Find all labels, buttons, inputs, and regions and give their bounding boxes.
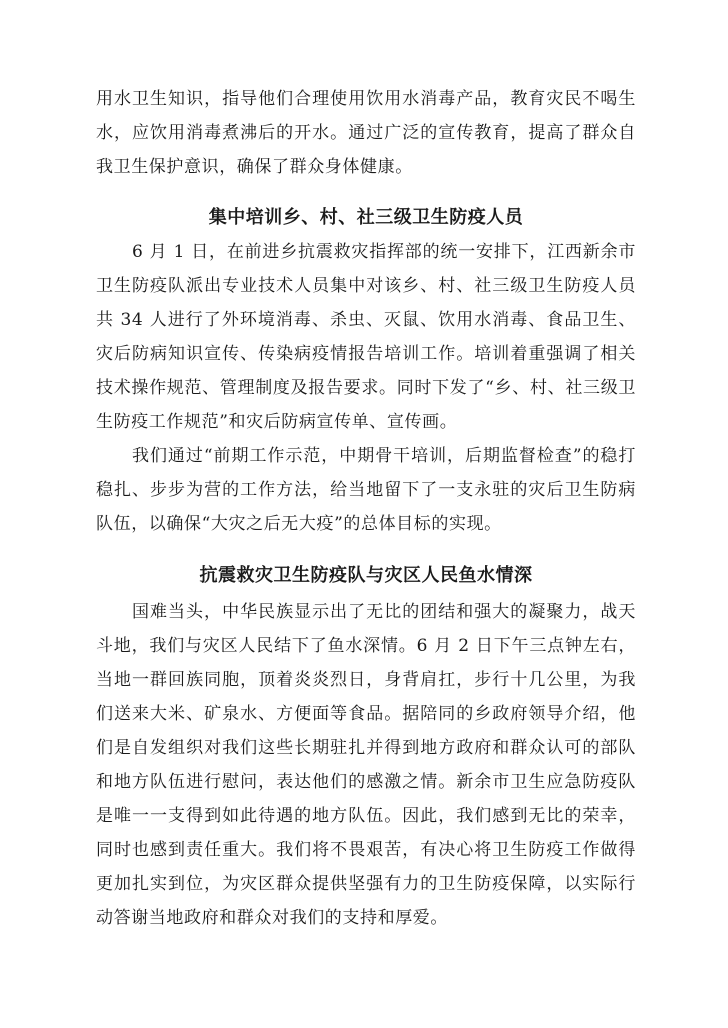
relationship-paragraph: 国难当头，中华民族显示出了无比的团结和强大的凝聚力，战天斗地，我们与灾区人民结下了鱼水深情。6 月 2 日下午三点钟左右，当地一群回族同胞，顶着炎炎烈日，身背肩扛，步行十几公里，为我们送来大米、矿泉水、方便面等食品。据陪同的乡政府领导介绍，他们是自发组织对我们这些长期驻扎并得到地方政府和群众认可的部队和地方队伍进行慰问，表达他们的感激之情。新余市卫生应急防疫队是唯一一支得到如此待遇的地方队伍。因此，我们感到无比的荣幸，同时也感到责任重大。我们将不畏艰苦，有决心将卫生防疫工作做得更加扎实到位，为灾区群众提供坚强有力的卫生防疫保障，以实际行动答谢当地政府和群众对我们的支持和厚爱。 xyxy=(96,602,636,928)
training-paragraph: 6 月 1 日，在前进乡抗震救灾指挥部的统一安排下，江西新余市卫生防疫队派出专业技术人员集中对该乡、村、社三级卫生防疫人员共 34 人进行了外环境消毒、杀虫、灭鼠、饮用水消毒、食品卫生、灾后防病知识宣传、传染病疫情报告培训工作。培训着重强调了相关技术操作规范、管理制度及报告要求。同时下发了“乡、村、社三级卫生防疫工作规范”和灾后防病宣传单、宣传画。 xyxy=(96,242,636,432)
method-paragraph: 我们通过“前期工作示范，中期骨干培训，后期监督检查”的稳打稳扎、步步为营的工作方法，给当地留下了一支永驻的灾后卫生防病队伍，以确保“大灾之后无大疫”的总体目标的实现。 xyxy=(96,446,636,534)
section-heading-relationship: 抗震救灾卫生防疫队与灾区人民鱼水情深 xyxy=(199,565,533,586)
intro-paragraph: 用水卫生知识，指导他们合理使用饮用水消毒产品，教育灾民不喝生水，应饮用消毒煮沸后的开水。通过广泛的宣传教育，提高了群众自我卫生保护意识，确保了群众身体健康。 xyxy=(96,89,636,177)
section-heading-training: 集中培训乡、村、社三级卫生防疫人员 xyxy=(208,207,524,228)
